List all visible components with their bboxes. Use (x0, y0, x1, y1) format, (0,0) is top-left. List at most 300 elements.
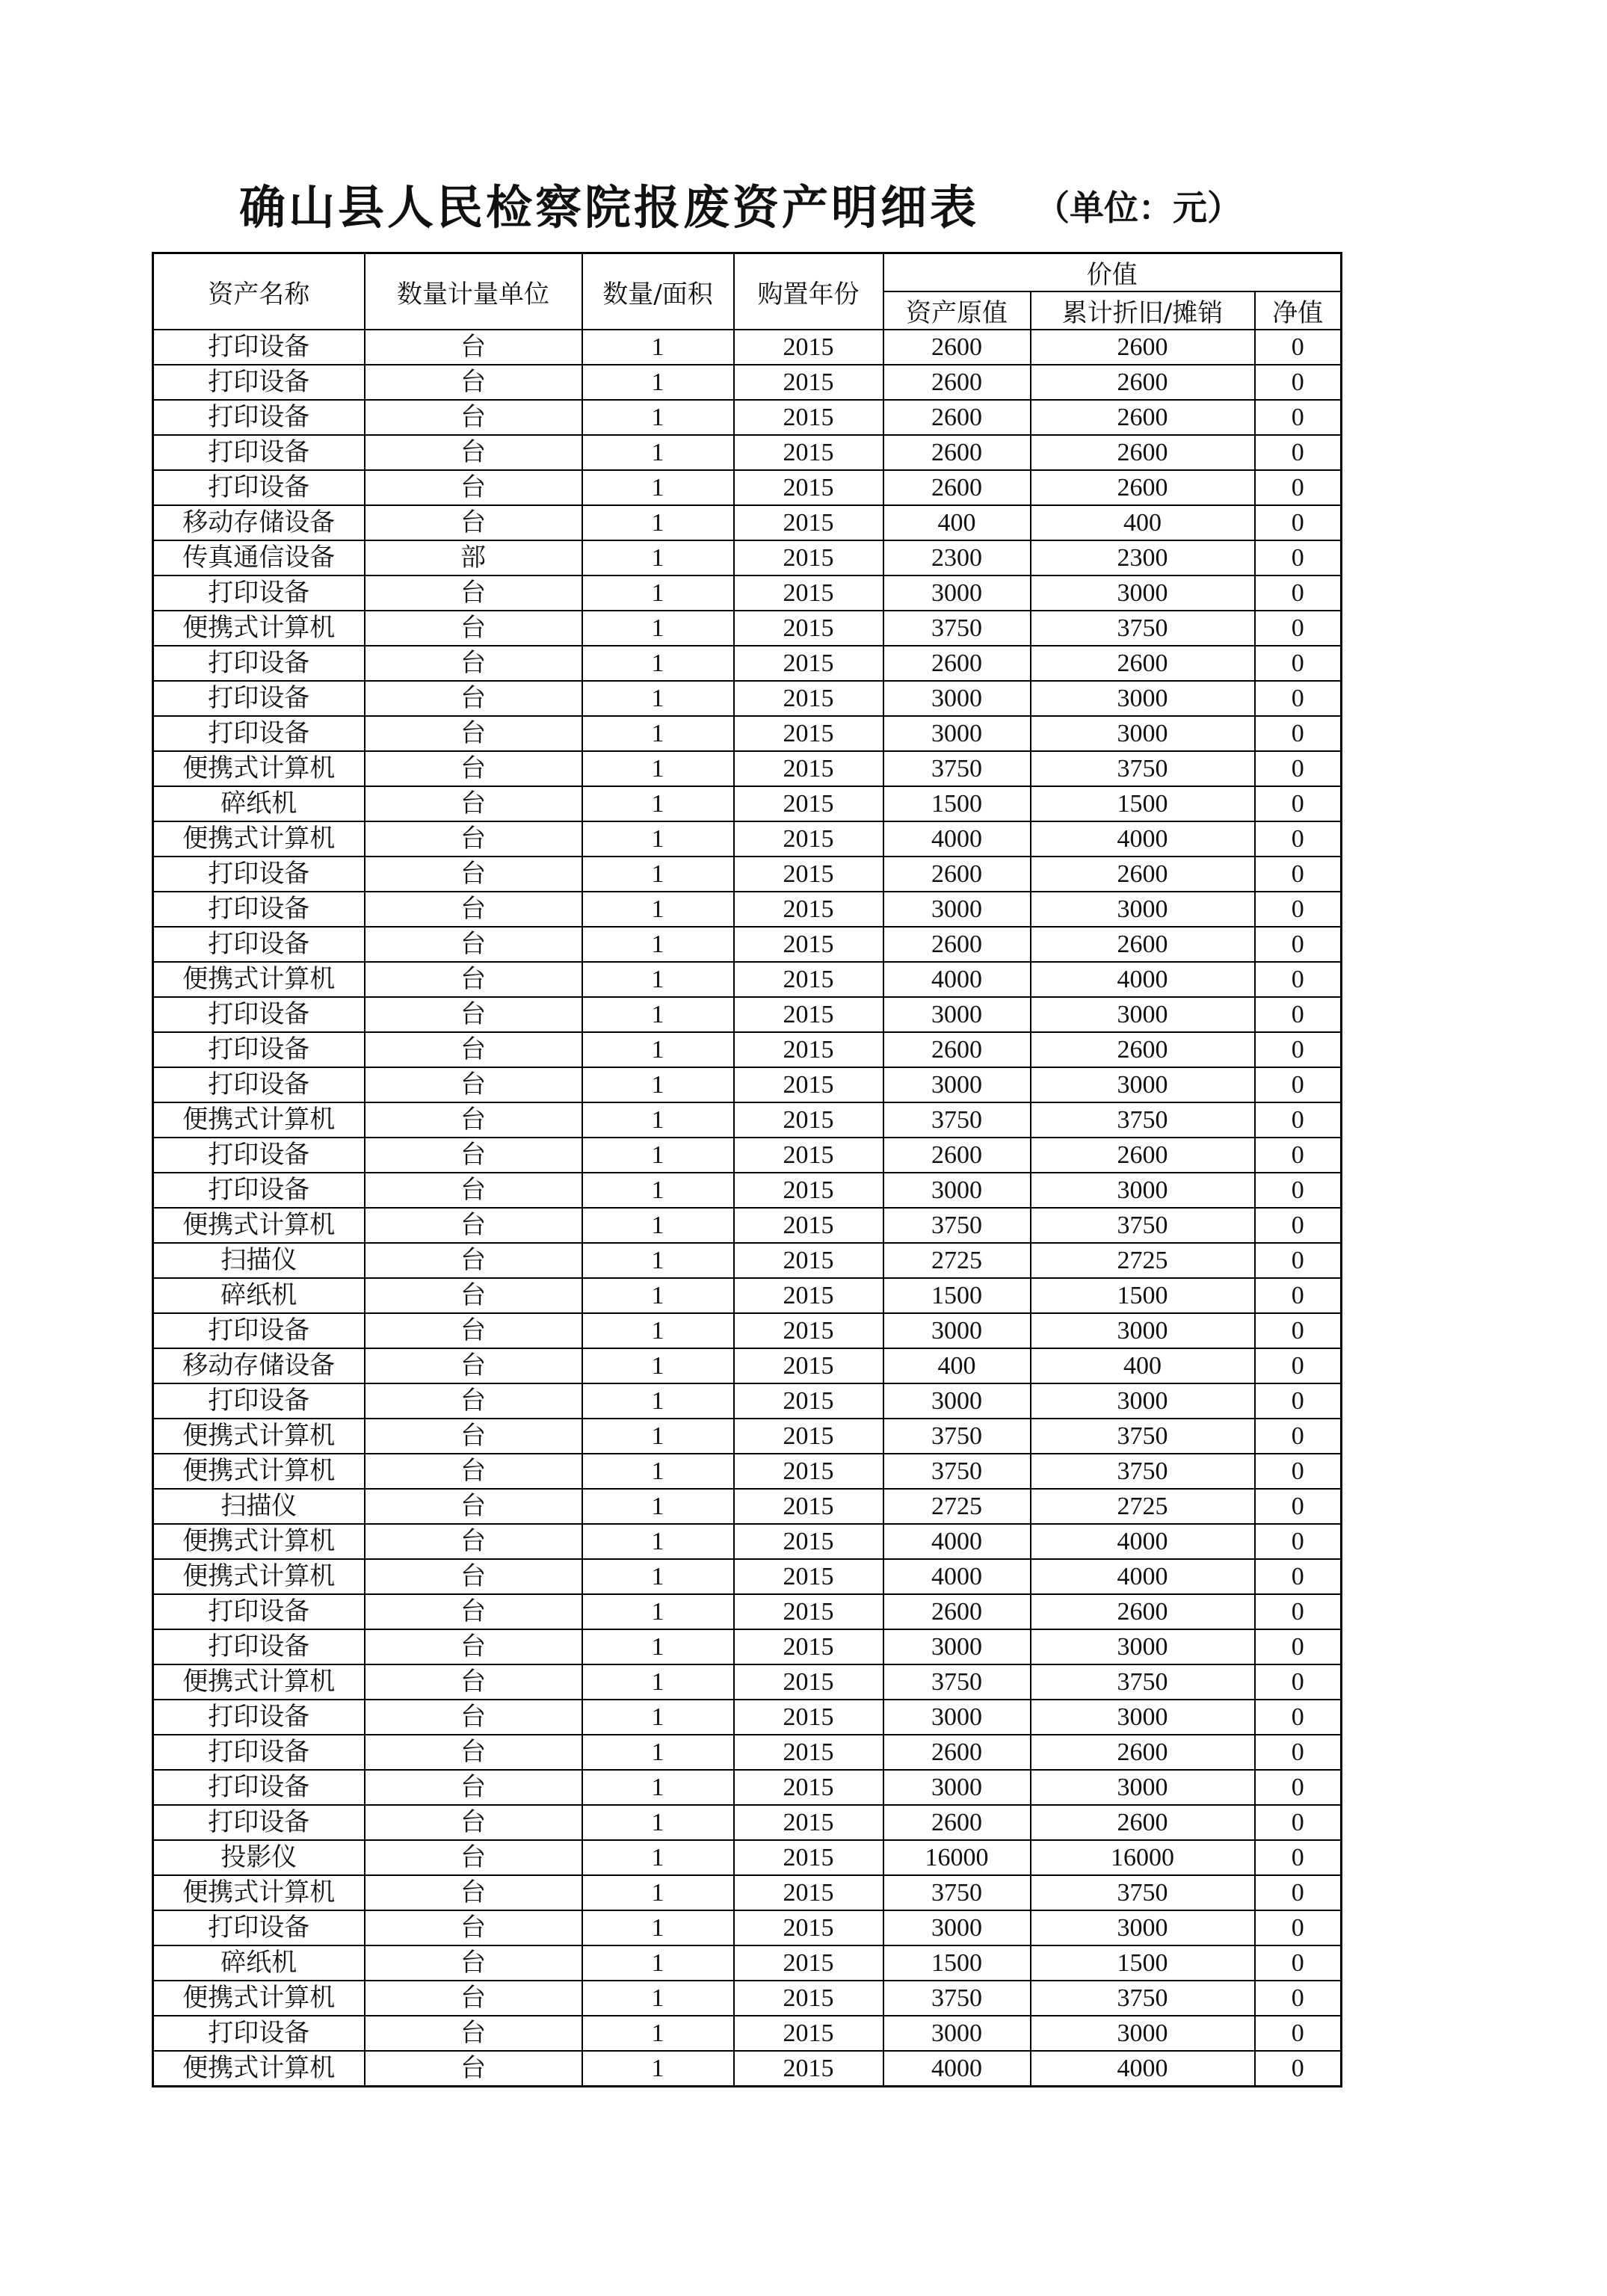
asset-name-cell: 便携式计算机 (153, 611, 365, 646)
asset-name-cell: 便携式计算机 (153, 1981, 365, 2016)
table-row (153, 892, 1342, 927)
original-value-cell: 3750 (883, 1981, 1031, 2016)
original-value-cell: 3750 (883, 1419, 1031, 1454)
table-row (153, 1524, 1342, 1559)
purchase-year-cell: 2015 (734, 611, 883, 646)
net-value-cell: 0 (1255, 1840, 1342, 1875)
purchase-year-cell: 2015 (734, 1805, 883, 1840)
purchase-year-cell: 2015 (734, 1945, 883, 1981)
purchase-year-cell: 2015 (734, 751, 883, 786)
asset-name-cell: 打印设备 (153, 2016, 365, 2051)
net-value-cell: 0 (1255, 540, 1342, 575)
purchase-year-cell: 2015 (734, 1243, 883, 1278)
original-value-cell: 3000 (883, 892, 1031, 927)
unit-cell: 台 (365, 1313, 582, 1348)
purchase-year-cell: 2015 (734, 997, 883, 1032)
original-value-cell: 2600 (883, 857, 1031, 892)
unit-cell: 台 (365, 2051, 582, 2087)
unit-cell: 台 (365, 1805, 582, 1840)
depreciation-cell: 3000 (1031, 1629, 1255, 1664)
unit-cell: 台 (365, 857, 582, 892)
table-row (153, 1559, 1342, 1594)
table-row (153, 1629, 1342, 1664)
net-value-cell: 0 (1255, 470, 1342, 505)
header-net-value: 净值 (1255, 291, 1342, 330)
table-row (153, 1770, 1342, 1805)
quantity-cell: 1 (582, 857, 734, 892)
depreciation-cell: 2600 (1031, 435, 1255, 470)
original-value-cell: 4000 (883, 962, 1031, 997)
asset-name-cell: 打印设备 (153, 400, 365, 435)
table-body (153, 330, 1342, 2087)
net-value-cell: 0 (1255, 1138, 1342, 1173)
original-value-cell: 3750 (883, 1875, 1031, 1910)
depreciation-cell: 2725 (1031, 1489, 1255, 1524)
asset-name-cell: 打印设备 (153, 1173, 365, 1208)
purchase-year-cell: 2015 (734, 1208, 883, 1243)
purchase-year-cell: 2015 (734, 470, 883, 505)
purchase-year-cell: 2015 (734, 1454, 883, 1489)
depreciation-cell: 2600 (1031, 330, 1255, 365)
original-value-cell: 3000 (883, 1629, 1031, 1664)
unit-cell: 台 (365, 997, 582, 1032)
unit-cell: 台 (365, 1032, 582, 1067)
purchase-year-cell: 2015 (734, 716, 883, 751)
unit-cell: 台 (365, 1770, 582, 1805)
depreciation-cell: 3000 (1031, 575, 1255, 611)
net-value-cell: 0 (1255, 1278, 1342, 1313)
original-value-cell: 3750 (883, 1664, 1031, 1700)
asset-name-cell: 碎纸机 (153, 1945, 365, 1981)
net-value-cell: 0 (1255, 1419, 1342, 1454)
page-title: 确山县人民检察院报废资产明细表 (239, 180, 980, 235)
depreciation-cell: 2600 (1031, 1594, 1255, 1629)
unit-cell: 台 (365, 927, 582, 962)
asset-name-cell: 打印设备 (153, 892, 365, 927)
quantity-cell: 1 (582, 1664, 734, 1700)
net-value-cell: 0 (1255, 400, 1342, 435)
unit-cell: 台 (365, 1700, 582, 1735)
net-value-cell: 0 (1255, 1805, 1342, 1840)
unit-cell: 台 (365, 821, 582, 857)
table-row (153, 646, 1342, 681)
unit-cell: 台 (365, 716, 582, 751)
original-value-cell: 2600 (883, 1594, 1031, 1629)
asset-name-cell: 扫描仪 (153, 1243, 365, 1278)
purchase-year-cell: 2015 (734, 857, 883, 892)
unit-cell: 台 (365, 1489, 582, 1524)
purchase-year-cell: 2015 (734, 1700, 883, 1735)
net-value-cell: 0 (1255, 1102, 1342, 1138)
table-row (153, 330, 1342, 365)
quantity-cell: 1 (582, 1313, 734, 1348)
quantity-cell: 1 (582, 1243, 734, 1278)
purchase-year-cell: 2015 (734, 1664, 883, 1700)
purchase-year-cell: 2015 (734, 1173, 883, 1208)
depreciation-cell: 3750 (1031, 1981, 1255, 2016)
quantity-cell: 1 (582, 786, 734, 821)
purchase-year-cell: 2015 (734, 681, 883, 716)
net-value-cell: 0 (1255, 681, 1342, 716)
table-row (153, 786, 1342, 821)
unit-cell: 台 (365, 470, 582, 505)
depreciation-cell: 3750 (1031, 611, 1255, 646)
original-value-cell: 2725 (883, 1243, 1031, 1278)
unit-cell: 台 (365, 962, 582, 997)
asset-name-cell: 便携式计算机 (153, 1102, 365, 1138)
table-row (153, 1138, 1342, 1173)
net-value-cell: 0 (1255, 751, 1342, 786)
table-row (153, 857, 1342, 892)
original-value-cell: 3000 (883, 1313, 1031, 1348)
purchase-year-cell: 2015 (734, 1559, 883, 1594)
table-row (153, 1594, 1342, 1629)
net-value-cell: 0 (1255, 1348, 1342, 1383)
purchase-year-cell: 2015 (734, 1348, 883, 1383)
table-row (153, 1313, 1342, 1348)
depreciation-cell: 16000 (1031, 1840, 1255, 1875)
depreciation-cell: 4000 (1031, 2051, 1255, 2087)
asset-name-cell: 便携式计算机 (153, 1664, 365, 1700)
quantity-cell: 1 (582, 435, 734, 470)
depreciation-cell: 1500 (1031, 1945, 1255, 1981)
quantity-cell: 1 (582, 1173, 734, 1208)
asset-name-cell: 打印设备 (153, 997, 365, 1032)
header-purchase-year: 购置年份 (734, 253, 883, 330)
net-value-cell: 0 (1255, 2051, 1342, 2087)
asset-name-cell: 便携式计算机 (153, 1208, 365, 1243)
unit-cell: 台 (365, 1138, 582, 1173)
quantity-cell: 1 (582, 575, 734, 611)
original-value-cell: 2600 (883, 927, 1031, 962)
original-value-cell: 3750 (883, 611, 1031, 646)
unit-cell: 台 (365, 1981, 582, 2016)
net-value-cell: 0 (1255, 505, 1342, 540)
quantity-cell: 1 (582, 821, 734, 857)
unit-note: （单位：元） (1035, 188, 1242, 228)
depreciation-cell: 3750 (1031, 1419, 1255, 1454)
depreciation-cell: 3000 (1031, 1910, 1255, 1945)
purchase-year-cell: 2015 (734, 365, 883, 400)
original-value-cell: 1500 (883, 1945, 1031, 1981)
net-value-cell: 0 (1255, 1454, 1342, 1489)
original-value-cell: 2600 (883, 1032, 1031, 1067)
original-value-cell: 4000 (883, 1524, 1031, 1559)
purchase-year-cell: 2015 (734, 1629, 883, 1664)
unit-cell: 台 (365, 1629, 582, 1664)
table-row (153, 821, 1342, 857)
purchase-year-cell: 2015 (734, 1735, 883, 1770)
net-value-cell: 0 (1255, 330, 1342, 365)
original-value-cell: 2600 (883, 330, 1031, 365)
table-row (153, 751, 1342, 786)
purchase-year-cell: 2015 (734, 1102, 883, 1138)
unit-cell: 台 (365, 1173, 582, 1208)
depreciation-cell: 3750 (1031, 1102, 1255, 1138)
asset-name-cell: 移动存储设备 (153, 1348, 365, 1383)
quantity-cell: 1 (582, 1910, 734, 1945)
asset-name-cell: 投影仪 (153, 1840, 365, 1875)
asset-name-cell: 扫描仪 (153, 1489, 365, 1524)
quantity-cell: 1 (582, 1805, 734, 1840)
net-value-cell: 0 (1255, 1489, 1342, 1524)
asset-name-cell: 碎纸机 (153, 786, 365, 821)
depreciation-cell: 2600 (1031, 646, 1255, 681)
original-value-cell: 3000 (883, 716, 1031, 751)
table-row (153, 1419, 1342, 1454)
original-value-cell: 1500 (883, 786, 1031, 821)
depreciation-cell: 2600 (1031, 365, 1255, 400)
quantity-cell: 1 (582, 1032, 734, 1067)
asset-name-cell: 打印设备 (153, 1805, 365, 1840)
unit-cell: 台 (365, 330, 582, 365)
original-value-cell: 3750 (883, 1102, 1031, 1138)
quantity-cell: 1 (582, 540, 734, 575)
original-value-cell: 2600 (883, 400, 1031, 435)
purchase-year-cell: 2015 (734, 1524, 883, 1559)
asset-name-cell: 打印设备 (153, 1735, 365, 1770)
original-value-cell: 3000 (883, 997, 1031, 1032)
quantity-cell: 1 (582, 1981, 734, 2016)
net-value-cell: 0 (1255, 575, 1342, 611)
table-row (153, 1032, 1342, 1067)
table-row (153, 997, 1342, 1032)
purchase-year-cell: 2015 (734, 1770, 883, 1805)
unit-cell: 台 (365, 1102, 582, 1138)
unit-cell: 台 (365, 1383, 582, 1419)
depreciation-cell: 4000 (1031, 1524, 1255, 1559)
purchase-year-cell: 2015 (734, 1981, 883, 2016)
purchase-year-cell: 2015 (734, 435, 883, 470)
depreciation-cell: 2600 (1031, 927, 1255, 962)
net-value-cell: 0 (1255, 1594, 1342, 1629)
table-row (153, 470, 1342, 505)
depreciation-cell: 3000 (1031, 2016, 1255, 2051)
purchase-year-cell: 2015 (734, 505, 883, 540)
net-value-cell: 0 (1255, 365, 1342, 400)
net-value-cell: 0 (1255, 435, 1342, 470)
quantity-cell: 1 (582, 1138, 734, 1173)
depreciation-cell: 2300 (1031, 540, 1255, 575)
table-row (153, 1805, 1342, 1840)
net-value-cell: 0 (1255, 821, 1342, 857)
asset-name-cell: 便携式计算机 (153, 1524, 365, 1559)
quantity-cell: 1 (582, 2051, 734, 2087)
quantity-cell: 1 (582, 716, 734, 751)
unit-cell: 台 (365, 2016, 582, 2051)
depreciation-cell: 1500 (1031, 786, 1255, 821)
original-value-cell: 3000 (883, 1067, 1031, 1102)
original-value-cell: 3000 (883, 681, 1031, 716)
table-row (153, 1348, 1342, 1383)
asset-name-cell: 打印设备 (153, 435, 365, 470)
table-row (153, 1981, 1342, 2016)
net-value-cell: 0 (1255, 716, 1342, 751)
purchase-year-cell: 2015 (734, 540, 883, 575)
purchase-year-cell: 2015 (734, 1419, 883, 1454)
net-value-cell: 0 (1255, 1067, 1342, 1102)
asset-name-cell: 打印设备 (153, 1700, 365, 1735)
depreciation-cell: 2600 (1031, 857, 1255, 892)
table-row (153, 681, 1342, 716)
purchase-year-cell: 2015 (734, 1138, 883, 1173)
purchase-year-cell: 2015 (734, 1067, 883, 1102)
depreciation-cell: 3000 (1031, 1173, 1255, 1208)
asset-name-cell: 打印设备 (153, 575, 365, 611)
quantity-cell: 1 (582, 1770, 734, 1805)
quantity-cell: 1 (582, 1383, 734, 1419)
quantity-cell: 1 (582, 1419, 734, 1454)
unit-cell: 台 (365, 1208, 582, 1243)
table-row (153, 1489, 1342, 1524)
unit-cell: 台 (365, 1524, 582, 1559)
table-row (153, 1700, 1342, 1735)
unit-cell: 台 (365, 1243, 582, 1278)
asset-name-cell: 打印设备 (153, 1067, 365, 1102)
table-row (153, 400, 1342, 435)
net-value-cell: 0 (1255, 1313, 1342, 1348)
quantity-cell: 1 (582, 1559, 734, 1594)
unit-cell: 台 (365, 751, 582, 786)
unit-cell: 台 (365, 1945, 582, 1981)
original-value-cell: 2600 (883, 1805, 1031, 1840)
purchase-year-cell: 2015 (734, 2016, 883, 2051)
unit-cell: 台 (365, 1594, 582, 1629)
asset-name-cell: 打印设备 (153, 716, 365, 751)
depreciation-cell: 3750 (1031, 1664, 1255, 1700)
quantity-cell: 1 (582, 892, 734, 927)
table-row (153, 1945, 1342, 1981)
purchase-year-cell: 2015 (734, 330, 883, 365)
depreciation-cell: 3000 (1031, 1770, 1255, 1805)
depreciation-cell: 2600 (1031, 400, 1255, 435)
original-value-cell: 3000 (883, 1700, 1031, 1735)
header-value-group: 价值 (883, 253, 1342, 292)
original-value-cell: 3000 (883, 575, 1031, 611)
quantity-cell: 1 (582, 470, 734, 505)
original-value-cell: 2600 (883, 646, 1031, 681)
quantity-cell: 1 (582, 1454, 734, 1489)
original-value-cell: 3000 (883, 1910, 1031, 1945)
depreciation-cell: 3000 (1031, 681, 1255, 716)
asset-name-cell: 打印设备 (153, 1138, 365, 1173)
unit-cell: 台 (365, 786, 582, 821)
unit-cell: 台 (365, 400, 582, 435)
unit-cell: 台 (365, 1840, 582, 1875)
net-value-cell: 0 (1255, 2016, 1342, 2051)
net-value-cell: 0 (1255, 1735, 1342, 1770)
quantity-cell: 1 (582, 751, 734, 786)
net-value-cell: 0 (1255, 1208, 1342, 1243)
original-value-cell: 2600 (883, 1138, 1031, 1173)
net-value-cell: 0 (1255, 1910, 1342, 1945)
asset-name-cell: 碎纸机 (153, 1278, 365, 1313)
net-value-cell: 0 (1255, 997, 1342, 1032)
purchase-year-cell: 2015 (734, 821, 883, 857)
asset-name-cell: 打印设备 (153, 1910, 365, 1945)
unit-cell: 台 (365, 892, 582, 927)
depreciation-cell: 2600 (1031, 1032, 1255, 1067)
unit-cell: 台 (365, 1910, 582, 1945)
original-value-cell: 2600 (883, 435, 1031, 470)
table-row (153, 1173, 1342, 1208)
original-value-cell: 2725 (883, 1489, 1031, 1524)
depreciation-cell: 3750 (1031, 1454, 1255, 1489)
depreciation-cell: 3000 (1031, 716, 1255, 751)
purchase-year-cell: 2015 (734, 646, 883, 681)
table-row (153, 435, 1342, 470)
depreciation-cell: 400 (1031, 505, 1255, 540)
net-value-cell: 0 (1255, 1559, 1342, 1594)
quantity-cell: 1 (582, 1524, 734, 1559)
net-value-cell: 0 (1255, 1664, 1342, 1700)
net-value-cell: 0 (1255, 1945, 1342, 1981)
depreciation-cell: 4000 (1031, 1559, 1255, 1594)
original-value-cell: 1500 (883, 1278, 1031, 1313)
table-row (153, 1910, 1342, 1945)
asset-name-cell: 打印设备 (153, 927, 365, 962)
table-row (153, 716, 1342, 751)
table-row (153, 540, 1342, 575)
asset-name-cell: 便携式计算机 (153, 1875, 365, 1910)
quantity-cell: 1 (582, 1489, 734, 1524)
quantity-cell: 1 (582, 1735, 734, 1770)
quantity-cell: 1 (582, 611, 734, 646)
depreciation-cell: 3000 (1031, 1383, 1255, 1419)
unit-cell: 台 (365, 1278, 582, 1313)
quantity-cell: 1 (582, 1102, 734, 1138)
purchase-year-cell: 2015 (734, 400, 883, 435)
unit-cell: 台 (365, 1067, 582, 1102)
original-value-cell: 400 (883, 505, 1031, 540)
purchase-year-cell: 2015 (734, 1875, 883, 1910)
original-value-cell: 3000 (883, 2016, 1031, 2051)
depreciation-cell: 3750 (1031, 1875, 1255, 1910)
net-value-cell: 0 (1255, 962, 1342, 997)
net-value-cell: 0 (1255, 892, 1342, 927)
table-row (153, 927, 1342, 962)
table-row (153, 962, 1342, 997)
asset-name-cell: 便携式计算机 (153, 962, 365, 997)
purchase-year-cell: 2015 (734, 575, 883, 611)
depreciation-cell: 4000 (1031, 821, 1255, 857)
quantity-cell: 1 (582, 505, 734, 540)
original-value-cell: 3750 (883, 751, 1031, 786)
asset-name-cell: 打印设备 (153, 330, 365, 365)
original-value-cell: 4000 (883, 1559, 1031, 1594)
depreciation-cell: 3750 (1031, 1208, 1255, 1243)
depreciation-cell: 3000 (1031, 1313, 1255, 1348)
net-value-cell: 0 (1255, 1700, 1342, 1735)
unit-cell: 部 (365, 540, 582, 575)
unit-cell: 台 (365, 611, 582, 646)
unit-cell: 台 (365, 1454, 582, 1489)
net-value-cell: 0 (1255, 1032, 1342, 1067)
net-value-cell: 0 (1255, 786, 1342, 821)
original-value-cell: 2300 (883, 540, 1031, 575)
header-asset-name: 资产名称 (153, 253, 365, 330)
unit-cell: 台 (365, 1875, 582, 1910)
table-row (153, 1383, 1342, 1419)
asset-name-cell: 打印设备 (153, 681, 365, 716)
header-quantity: 数量/面积 (582, 253, 734, 330)
net-value-cell: 0 (1255, 1770, 1342, 1805)
asset-name-cell: 打印设备 (153, 1770, 365, 1805)
table-row (153, 575, 1342, 611)
table-row (153, 1735, 1342, 1770)
asset-name-cell: 打印设备 (153, 1629, 365, 1664)
quantity-cell: 1 (582, 1629, 734, 1664)
